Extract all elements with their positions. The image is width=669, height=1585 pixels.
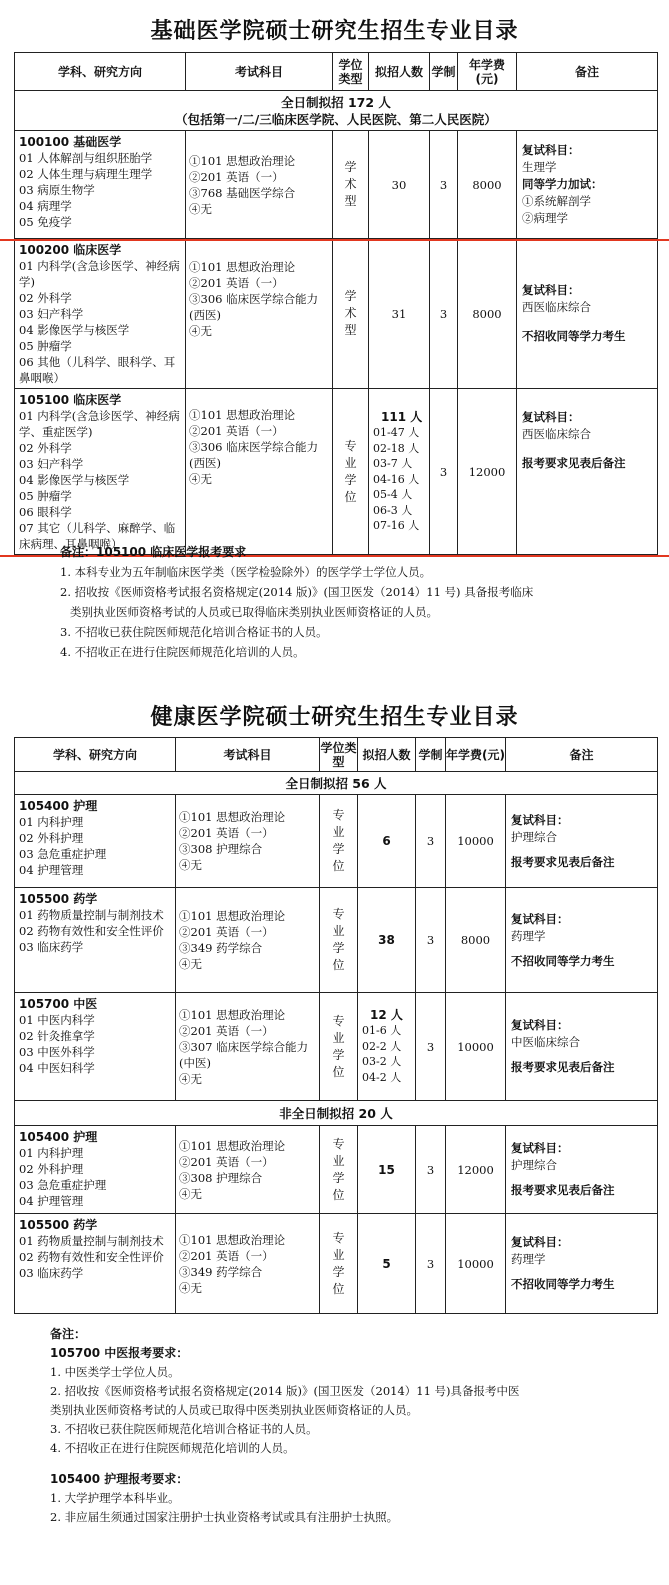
degree-type-cell bbox=[320, 795, 358, 888]
notes-nursing-title: 105400 护理报考要求： bbox=[50, 1472, 189, 1486]
direction-cell bbox=[15, 239, 186, 389]
direction-item: 04 病理学 bbox=[19, 199, 72, 213]
years-cell: 3 bbox=[430, 131, 458, 239]
degree-type-char: 学 bbox=[344, 472, 357, 487]
subject-item: ④无 bbox=[179, 1280, 202, 1295]
direction-item: 01 中医内科学 bbox=[19, 1013, 95, 1027]
direction-item: 05 免疫学 bbox=[19, 215, 72, 229]
bold-note: 报考要求见表后备注 bbox=[511, 854, 615, 869]
quota-cell: 38 bbox=[358, 888, 416, 993]
direction-cell bbox=[15, 993, 176, 1101]
retest-value: 护理综合 bbox=[511, 1158, 557, 1172]
degree-type-char: 业 bbox=[332, 825, 345, 839]
direction-item: 07 其它（儿科学、麻醉学、临床病理、耳鼻咽喉） bbox=[19, 521, 176, 551]
subject-item: ①101 思想政治理论 bbox=[189, 408, 296, 422]
degree-type-char: 位 bbox=[332, 1187, 345, 1202]
subject-item: ①101 思想政治理论 bbox=[179, 810, 286, 824]
direction-cell bbox=[15, 795, 176, 888]
degree-type-cell bbox=[320, 1126, 358, 1214]
subject-item: ①101 思想政治理论 bbox=[179, 909, 286, 923]
fee-cell: 8000 bbox=[458, 239, 517, 389]
remarks-cell bbox=[506, 993, 658, 1101]
quota-cell: 5 bbox=[358, 1214, 416, 1314]
direction-item: 03 妇产科学 bbox=[19, 457, 84, 471]
subject-item: ④无 bbox=[179, 1071, 202, 1086]
degree-type-char: 业 bbox=[332, 1030, 345, 1045]
subjects-cell bbox=[186, 131, 333, 239]
degree-type-cell bbox=[320, 1214, 358, 1314]
note-line: 1. 中医类学士学位人员。 bbox=[50, 1365, 180, 1379]
program-code: 100200 临床医学 bbox=[19, 243, 122, 257]
quota-item: 01-6 人 bbox=[362, 1024, 402, 1038]
band-hospitals: （包括第一/二/三临床医学院、人民医院、第二人民医院） bbox=[175, 111, 497, 127]
direction-item: 05 肿瘤学 bbox=[19, 489, 72, 503]
degree-type-char: 位 bbox=[332, 1064, 345, 1079]
extra-exam-item: ②病理学 bbox=[522, 211, 568, 225]
degree-type-char: 学 bbox=[332, 1264, 345, 1279]
note-line: 2. 招收按《医师资格考试报名资格规定(2014 版)》(国卫医发（2014）11 号) 具备报考临床 bbox=[60, 585, 534, 599]
retest-value: 西医临床综合 bbox=[522, 300, 591, 314]
bold-note: 不招收同等学力考生 bbox=[522, 329, 626, 343]
subjects-cell bbox=[186, 389, 333, 555]
degree-type-char: 位 bbox=[344, 489, 357, 504]
red-divider-1 bbox=[0, 239, 669, 241]
direction-cell bbox=[15, 131, 186, 239]
subject-item: ④无 bbox=[179, 957, 202, 971]
subject-item: ①101 思想政治理论 bbox=[179, 1138, 286, 1153]
note-line: 2. 招收按《医师资格考试报名资格规定(2014 版)》(国卫医发（2014）11 号)具备报考中医 bbox=[50, 1384, 520, 1398]
header-degree-type: 学位类型 bbox=[333, 53, 369, 91]
direction-item: 01 人体解剖与组织胚胎学 bbox=[19, 151, 153, 165]
degree-type-char: 型 bbox=[344, 194, 357, 208]
degree-type-char: 位 bbox=[332, 1281, 345, 1296]
direction-item: 06 其他（儿科学、眼科学、耳鼻咽喉） bbox=[19, 355, 176, 385]
subjects-cell bbox=[176, 888, 320, 993]
subject-item: ②201 英语（一） bbox=[179, 1248, 274, 1263]
note-line: 3. 不招收已获住院医师规范化培训合格证书的人员。 bbox=[60, 625, 328, 639]
table-row bbox=[15, 993, 658, 1101]
header-years: 学制 bbox=[430, 53, 458, 91]
subject-item: ④无 bbox=[179, 1186, 202, 1201]
retest-label: 复试科目： bbox=[511, 1141, 569, 1155]
section1-title: 基础医学院硕士研究生招生专业目录 bbox=[150, 18, 519, 44]
degree-type-cell bbox=[333, 131, 369, 239]
quota-item: 06-3 人 bbox=[373, 503, 413, 517]
bold-note: 不招收同等学力考生 bbox=[511, 953, 615, 968]
direction-item: 04 护理管理 bbox=[19, 1194, 84, 1208]
quota-item: 07-16 人 bbox=[373, 519, 420, 532]
direction-item: 02 外科护理 bbox=[19, 831, 84, 845]
table-row bbox=[15, 1126, 658, 1214]
band-parttime: 非全日制拟招 20 人 bbox=[15, 1101, 658, 1126]
note-line: 4. 不招收正在进行住院医师规范化培训的人员。 bbox=[60, 645, 305, 659]
degree-type-char: 学 bbox=[344, 160, 357, 174]
direction-item: 03 临床药学 bbox=[19, 1266, 84, 1280]
header-fee: 年学费(元) bbox=[446, 738, 506, 772]
program-code: 105700 中医 bbox=[19, 997, 98, 1011]
note-line: 类别执业医师资格考试的人员或已取得临床类别执业医师资格证的人员。 bbox=[70, 605, 438, 619]
direction-item: 06 眼科学 bbox=[19, 505, 72, 519]
table-row bbox=[15, 1214, 658, 1314]
bold-note: 报考要求见表后备注 bbox=[522, 456, 626, 470]
direction-cell bbox=[15, 1126, 176, 1214]
remarks-cell bbox=[517, 131, 658, 239]
subject-item: ④无 bbox=[179, 858, 202, 872]
quota-item: 05-4 人 bbox=[373, 488, 413, 501]
direction-cell bbox=[15, 888, 176, 993]
quota-cell bbox=[358, 993, 416, 1101]
band-fulltime: 全日制拟招 172 人 bbox=[281, 94, 391, 110]
subject-item: ①101 思想政治理论 bbox=[189, 260, 296, 274]
band-row bbox=[15, 772, 658, 795]
header-subjects: 考试科目 bbox=[186, 53, 333, 91]
remarks-cell bbox=[517, 239, 658, 389]
section1-notes bbox=[60, 542, 660, 662]
quota-cell: 6 bbox=[358, 795, 416, 888]
subject-item: ②201 英语（一） bbox=[179, 826, 274, 840]
direction-item: 03 急危重症护理 bbox=[19, 847, 107, 861]
band-row bbox=[15, 91, 658, 131]
direction-item: 02 外科学 bbox=[19, 441, 72, 455]
header-quota: 拟招人数 bbox=[369, 53, 430, 91]
direction-item: 02 针灸推拿学 bbox=[19, 1029, 95, 1043]
degree-type-char: 学 bbox=[344, 289, 357, 303]
remarks-cell bbox=[506, 795, 658, 888]
subject-item: ④无 bbox=[189, 324, 212, 338]
direction-item: 04 护理管理 bbox=[19, 863, 84, 877]
years-cell: 3 bbox=[430, 389, 458, 555]
header-fee: 年学费(元) bbox=[458, 53, 517, 91]
subjects-cell bbox=[176, 993, 320, 1101]
quota-item: 02-2 人 bbox=[362, 1039, 402, 1053]
direction-item: 05 肿瘤学 bbox=[19, 339, 72, 353]
degree-type-char: 业 bbox=[332, 1247, 345, 1262]
bold-note: 不招收同等学力考生 bbox=[511, 1277, 615, 1291]
notes-tcm-title: 105700 中医报考要求： bbox=[50, 1346, 189, 1360]
subject-item: ③306 临床医学综合能力(西医) bbox=[189, 292, 319, 322]
degree-type-char: 业 bbox=[344, 455, 357, 470]
fee-cell: 12000 bbox=[446, 1126, 506, 1214]
quota-item: 04-16 人 bbox=[373, 472, 420, 486]
quota-item: 02-18 人 bbox=[373, 441, 420, 455]
years-cell: 3 bbox=[416, 993, 446, 1101]
subject-item: ②201 英语（一） bbox=[179, 1154, 274, 1169]
subject-item: ②201 英语（一） bbox=[179, 1023, 274, 1038]
degree-type-char: 专 bbox=[332, 907, 345, 921]
subjects-cell bbox=[176, 1214, 320, 1314]
direction-item: 02 外科护理 bbox=[19, 1162, 84, 1176]
quota-cell: 31 bbox=[369, 239, 430, 389]
notes-title: 备注：105100 临床医学报考要求 bbox=[60, 545, 247, 559]
extra-exam-label: 同等学力加试： bbox=[522, 177, 603, 191]
direction-item: 04 影像医学与核医学 bbox=[19, 323, 130, 337]
section2-title: 健康医学院硕士研究生招生专业目录 bbox=[150, 704, 519, 730]
subject-item: ③306 临床医学综合能力(西医) bbox=[189, 440, 319, 470]
subject-item: ③349 药学综合 bbox=[179, 941, 263, 955]
degree-type-char: 位 bbox=[332, 958, 345, 972]
note-line: 1. 本科专业为五年制临床医学类（医学检验除外）的医学学士学位人员。 bbox=[60, 565, 432, 579]
table-row bbox=[15, 131, 658, 239]
subject-item: ②201 英语（一） bbox=[189, 276, 284, 290]
direction-item: 03 妇产科学 bbox=[19, 307, 84, 321]
table-row bbox=[15, 795, 658, 888]
subjects-cell bbox=[176, 795, 320, 888]
quota-item: 01-47 人 bbox=[373, 426, 420, 439]
program-code: 100100 基础医学 bbox=[19, 135, 122, 149]
note-line: 2. 非应届生须通过国家注册护士执业资格考试或具有注册护士执照。 bbox=[50, 1510, 399, 1524]
direction-item: 04 影像医学与核医学 bbox=[19, 473, 130, 487]
direction-item: 01 药物质量控制与制剂技术 bbox=[19, 1234, 164, 1248]
bold-note: 报考要求见表后备注 bbox=[511, 1183, 615, 1197]
retest-label: 复试科目： bbox=[511, 1235, 569, 1249]
header-years: 学制 bbox=[416, 738, 446, 772]
degree-type-char: 学 bbox=[332, 1047, 345, 1062]
remarks-cell bbox=[517, 389, 658, 555]
subject-item: ③308 护理综合 bbox=[179, 842, 263, 856]
direction-item: 04 中医妇科学 bbox=[19, 1061, 95, 1075]
notes-title: 备注： bbox=[50, 1327, 87, 1341]
degree-type-char: 学 bbox=[332, 941, 345, 955]
note-line: 类别执业医师资格考试的人员或已取得中医类别执业医师资格证的人员。 bbox=[50, 1403, 418, 1417]
band-row bbox=[15, 1101, 658, 1126]
header-degree-type: 学位类型 bbox=[320, 738, 358, 772]
direction-item: 02 外科学 bbox=[19, 291, 72, 305]
degree-type-cell bbox=[320, 888, 358, 993]
direction-item: 03 中医外科学 bbox=[19, 1045, 95, 1059]
fee-cell: 8000 bbox=[446, 888, 506, 993]
quota-total: 111 人 bbox=[381, 409, 423, 424]
header-quota: 拟招人数 bbox=[358, 738, 416, 772]
subject-item: ②201 英语（一） bbox=[189, 424, 284, 438]
subject-item: ③307 临床医学综合能力(中医) bbox=[179, 1039, 309, 1070]
retest-label: 复试科目： bbox=[522, 410, 580, 424]
retest-value: 西医临床综合 bbox=[522, 427, 591, 441]
direction-cell bbox=[15, 389, 186, 555]
degree-type-char: 学 bbox=[332, 1170, 345, 1185]
years-cell: 3 bbox=[416, 1214, 446, 1314]
degree-type-char: 术 bbox=[344, 306, 357, 320]
bold-note: 报考要求见表后备注 bbox=[511, 1060, 615, 1074]
quota-total: 12 人 bbox=[370, 1007, 403, 1022]
degree-type-char: 业 bbox=[332, 924, 345, 938]
direction-cell bbox=[15, 1214, 176, 1314]
subjects-cell bbox=[186, 239, 333, 389]
degree-type-char: 学 bbox=[332, 842, 345, 856]
direction-item: 03 急危重症护理 bbox=[19, 1178, 107, 1192]
subject-item: ①101 思想政治理论 bbox=[189, 153, 296, 168]
direction-item: 03 病原生物学 bbox=[19, 183, 95, 197]
degree-type-char: 专 bbox=[344, 438, 357, 453]
extra-exam-item: ①系统解剖学 bbox=[522, 194, 591, 208]
band-fulltime: 全日制拟招 56 人 bbox=[15, 772, 658, 795]
section2-table bbox=[14, 737, 658, 1314]
direction-item: 02 药物有效性和安全性评价 bbox=[19, 1250, 164, 1264]
quota-cell: 30 bbox=[369, 131, 430, 239]
degree-type-char: 专 bbox=[332, 1136, 345, 1151]
degree-type-char: 业 bbox=[332, 1153, 345, 1168]
quota-cell bbox=[369, 389, 430, 555]
years-cell: 3 bbox=[416, 795, 446, 888]
header-subjects: 考试科目 bbox=[176, 738, 320, 772]
subject-item: ③308 护理综合 bbox=[179, 1170, 263, 1185]
subject-item: ②201 英语（一） bbox=[189, 169, 284, 184]
direction-item: 01 内科学(含急诊医学、神经病学) bbox=[19, 259, 180, 289]
subject-item: ③349 药学综合 bbox=[179, 1264, 263, 1279]
header-direction: 学科、研究方向 bbox=[15, 53, 186, 91]
program-code: 105100 临床医学 bbox=[19, 393, 122, 407]
note-line: 1. 大学护理学本科毕业。 bbox=[50, 1491, 180, 1505]
years-cell: 3 bbox=[416, 1126, 446, 1214]
degree-type-char: 型 bbox=[344, 323, 357, 337]
direction-item: 02 人体生理与病理生理学 bbox=[19, 167, 153, 181]
retest-label: 复试科目： bbox=[522, 143, 580, 157]
degree-type-char: 术 bbox=[344, 177, 357, 191]
table-row bbox=[15, 888, 658, 993]
degree-type-char: 专 bbox=[332, 1230, 345, 1245]
quota-cell: 15 bbox=[358, 1126, 416, 1214]
direction-item: 03 临床药学 bbox=[19, 940, 84, 954]
years-cell: 3 bbox=[430, 239, 458, 389]
program-code: 105400 护理 bbox=[19, 799, 98, 813]
quota-item: 04-2 人 bbox=[362, 1070, 402, 1084]
fee-cell: 12000 bbox=[458, 389, 517, 555]
program-code: 105400 护理 bbox=[19, 1130, 98, 1144]
program-code: 105500 药学 bbox=[19, 1218, 98, 1232]
fee-cell: 10000 bbox=[446, 993, 506, 1101]
retest-value: 生理学 bbox=[522, 160, 557, 174]
degree-type-cell bbox=[320, 993, 358, 1101]
retest-label: 复试科目： bbox=[511, 812, 569, 827]
fee-cell: 8000 bbox=[458, 131, 517, 239]
header-remarks: 备注 bbox=[506, 738, 658, 772]
quota-item: 03-7 人 bbox=[373, 457, 413, 470]
direction-item: 02 药物有效性和安全性评价 bbox=[19, 924, 164, 938]
table-row bbox=[15, 239, 658, 389]
table-row bbox=[15, 389, 658, 555]
fee-cell: 10000 bbox=[446, 1214, 506, 1314]
degree-type-char: 专 bbox=[332, 808, 345, 822]
retest-label: 复试科目： bbox=[522, 283, 580, 297]
direction-item: 01 内科学(含急诊医学、神经病学、重症医学) bbox=[19, 409, 180, 439]
years-cell: 3 bbox=[416, 888, 446, 993]
subject-item: ③768 基础医学综合 bbox=[189, 185, 296, 200]
subject-item: ④无 bbox=[189, 201, 212, 216]
direction-item: 01 内科护理 bbox=[19, 815, 84, 829]
direction-item: 01 内科护理 bbox=[19, 1146, 84, 1160]
note-line: 3. 不招收已获住院医师规范化培训合格证书的人员。 bbox=[50, 1422, 318, 1436]
degree-type-cell bbox=[333, 389, 369, 555]
subject-item: ①101 思想政治理论 bbox=[179, 1232, 286, 1247]
retest-label: 复试科目： bbox=[511, 1018, 569, 1032]
direction-item: 01 药物质量控制与制剂技术 bbox=[19, 908, 164, 922]
retest-value: 中医临床综合 bbox=[511, 1035, 580, 1049]
note-line: 4. 不招收正在进行住院医师规范化培训的人员。 bbox=[50, 1441, 295, 1455]
retest-value: 药理学 bbox=[511, 1252, 546, 1266]
degree-type-char: 位 bbox=[332, 859, 345, 873]
fee-cell: 10000 bbox=[446, 795, 506, 888]
table-header-row bbox=[15, 738, 658, 772]
section2-notes bbox=[50, 1325, 660, 1527]
retest-value: 药理学 bbox=[511, 928, 546, 943]
section1-table bbox=[14, 52, 658, 555]
table-header-row bbox=[15, 53, 658, 91]
degree-type-cell bbox=[333, 239, 369, 389]
remarks-cell bbox=[506, 1214, 658, 1314]
subject-item: ④无 bbox=[189, 472, 212, 486]
retest-value: 护理综合 bbox=[511, 829, 557, 844]
remarks-cell bbox=[506, 1126, 658, 1214]
remarks-cell bbox=[506, 888, 658, 993]
subjects-cell bbox=[176, 1126, 320, 1214]
header-direction: 学科、研究方向 bbox=[15, 738, 176, 772]
degree-type-char: 专 bbox=[332, 1013, 345, 1028]
retest-label: 复试科目： bbox=[511, 911, 569, 926]
header-remarks: 备注 bbox=[517, 53, 658, 91]
program-code: 105500 药学 bbox=[19, 892, 98, 906]
subject-item: ①101 思想政治理论 bbox=[179, 1007, 286, 1022]
quota-item: 03-2 人 bbox=[362, 1055, 402, 1069]
subject-item: ②201 英语（一） bbox=[179, 925, 274, 939]
